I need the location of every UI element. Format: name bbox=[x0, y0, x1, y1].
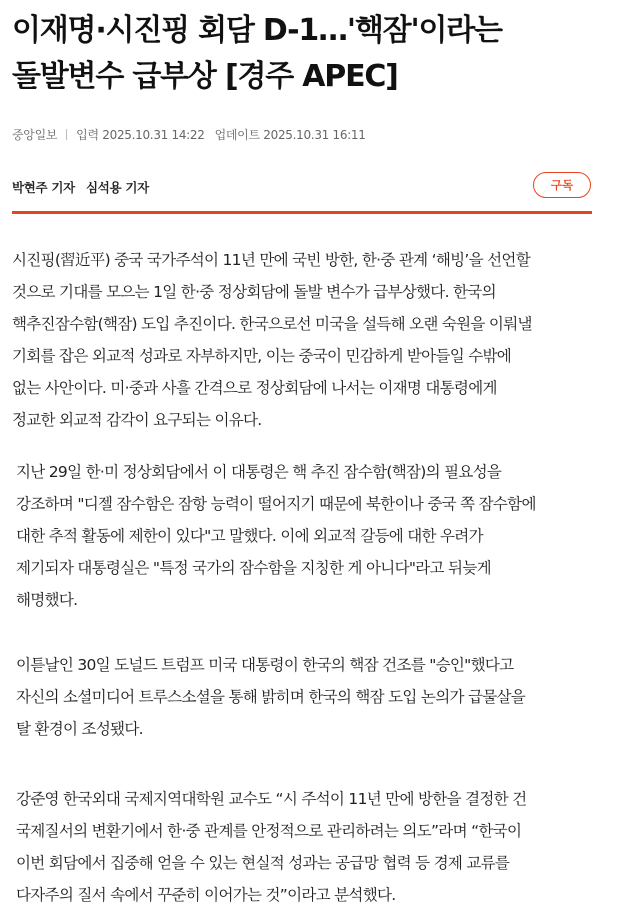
body-line: 탈 환경이 조성됐다. bbox=[16, 720, 143, 738]
body-line: 해명했다. bbox=[16, 591, 78, 609]
body-line: 강준영 한국외대 국제지역대학원 교수도 “시 주석이 11년 만에 방한을 결정한 건 bbox=[16, 790, 527, 808]
subscribe-button[interactable]: 구독 bbox=[533, 172, 591, 198]
body-line: 것으로 기대를 모으는 1일 한·중 정상회담에 돌발 변수가 급부상했다. 한국의 bbox=[12, 283, 496, 301]
headline-line: 돌발변수 급부상 [경주 APEC] bbox=[12, 59, 398, 94]
paragraph-3 bbox=[16, 649, 525, 745]
body-line: 시진핑(習近平) 중국 국가주석이 11년 만에 국빈 방한, 한·중 관계 ‘해빙’을 선언할 bbox=[12, 251, 530, 269]
body-line: 대한 추적 활동에 제한이 있다"고 말했다. 이에 외교적 갈등에 대한 우려가 bbox=[16, 527, 483, 545]
body-line: 핵추진잠수함(핵잠) 도입 추진이다. 한국으로선 미국을 설득해 오랜 숙원을 이뤄낼 bbox=[12, 315, 532, 333]
paragraph-1 bbox=[12, 244, 532, 436]
reporter-name[interactable]: 박현주 기자 bbox=[12, 180, 75, 195]
article-headline bbox=[12, 8, 618, 100]
body-line: 다자주의 질서 속에서 꾸준히 이어가는 것”이라고 분석했다. bbox=[16, 886, 396, 904]
meta-separator bbox=[66, 129, 67, 140]
body-line: 정교한 외교적 감각이 요구되는 이유다. bbox=[12, 411, 262, 429]
body-line: 국제질서의 변환기에서 한·중 관계를 안정적으로 관리하려는 의도”라며 “한국이 bbox=[16, 822, 522, 840]
published-label: 입력 bbox=[76, 128, 99, 142]
body-line: 강조하며 "디젤 잠수함은 잠항 능력이 떨어지기 때문에 북한이나 중국 쪽 잠수함에 bbox=[16, 495, 536, 513]
body-line: 이번 회담에서 집중해 얻을 수 있는 현실적 성과는 공급망 협력 등 경제 교류를 bbox=[16, 854, 510, 872]
body-line: 기회를 잡은 외교적 성과로 자부하지만, 이는 중국이 민감하게 받아들일 수밖에 bbox=[12, 347, 512, 365]
paragraph-4 bbox=[16, 783, 526, 911]
byline bbox=[12, 178, 149, 196]
paragraph-2 bbox=[16, 456, 536, 616]
headline-line: 이재명·시진핑 회담 D-1…'핵잠'이라는 bbox=[12, 13, 502, 48]
body-line: 지난 29일 한·미 정상회담에서 이 대통령은 핵 추진 잠수함(핵잠)의 필요성을 bbox=[16, 463, 502, 481]
article-meta bbox=[12, 126, 366, 143]
updated-time: 2025.10.31 16:11 bbox=[263, 128, 366, 142]
source-name: 중앙일보 bbox=[12, 128, 58, 142]
body-line: 제기되자 대통령실은 "특정 국가의 잠수함을 지칭한 게 아니다"라고 뒤늦게 bbox=[16, 559, 491, 577]
published-time: 2025.10.31 14:22 bbox=[102, 128, 205, 142]
body-line: 없는 사안이다. 미·중과 사흘 간격으로 정상회담에 나서는 이재명 대통령에게 bbox=[12, 379, 497, 397]
updated-label: 업데이트 bbox=[214, 128, 260, 142]
reporter-name[interactable]: 심석용 기자 bbox=[85, 180, 149, 195]
header-divider bbox=[12, 211, 592, 214]
body-line: 자신의 소셜미디어 트루스소셜을 통해 밝히며 한국의 핵잠 도입 논의가 급물살을 bbox=[16, 688, 526, 706]
body-line: 이튿날인 30일 도널드 트럼프 미국 대통령이 한국의 핵잠 건조를 "승인"했다고 bbox=[16, 656, 514, 674]
